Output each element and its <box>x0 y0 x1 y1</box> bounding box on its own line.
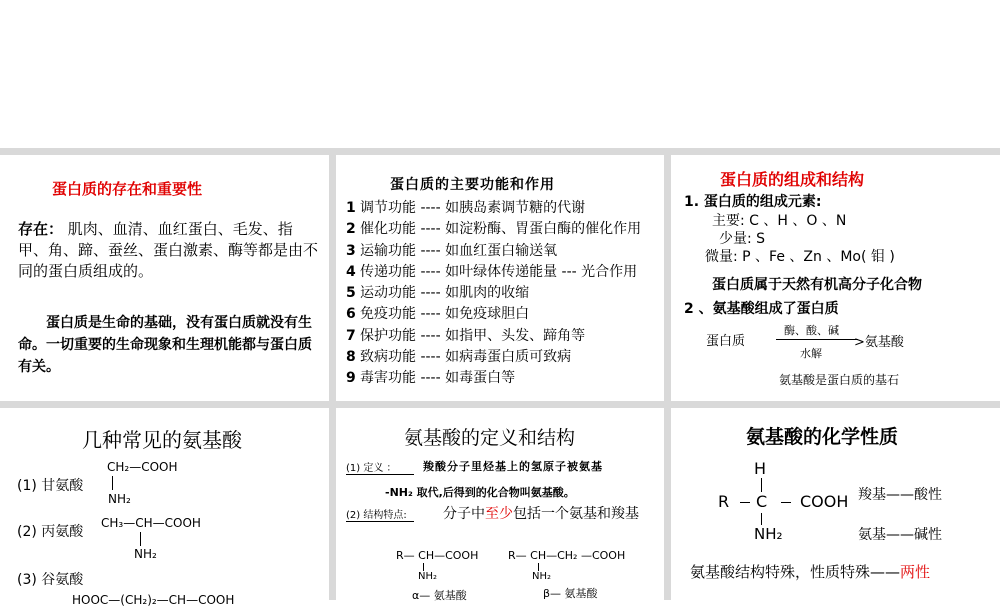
alanine-label: (2) 丙氨酸 <box>17 524 84 540</box>
alanine-bond <box>140 532 141 546</box>
function-number: 4 <box>346 263 356 280</box>
amphoteric-keyword: 两性 <box>900 563 931 581</box>
panel5-title: 氨基酸的定义和结构 <box>404 427 576 449</box>
glycine-label: (1) 甘氨酸 <box>17 478 84 494</box>
amino-acid-statement: 2 、氨基酸组成了蛋白质 <box>684 301 839 317</box>
function-text: 致病功能 ---- 如病毒蛋白质可致病 <box>360 349 572 366</box>
function-text: 传递功能 ---- 如叶绿体传递能量 --- 光合作用 <box>360 263 638 280</box>
structure-c: C <box>756 492 768 511</box>
reaction-condition: 水解 <box>800 347 822 360</box>
function-item <box>346 347 641 368</box>
protein-importance-quote: 蛋白质是生命的基础，没有蛋白质就没有生命。一切重要的生命现象和生理机能都与蛋白质有关。 <box>18 315 312 375</box>
function-text: 毒害功能 ---- 如毒蛋白等 <box>360 370 516 387</box>
amphoteric-summary <box>690 561 930 582</box>
function-number: 7 <box>346 327 356 344</box>
existence-label: 存在： <box>18 220 64 238</box>
beta-amino-acid-label: β— 氨基酸 <box>543 587 598 600</box>
function-item <box>346 198 641 219</box>
function-item <box>346 326 641 347</box>
glycine-formula-top: CH₂—COOH <box>107 460 178 474</box>
function-item <box>346 262 641 283</box>
amino-property: 氨基——碱性 <box>858 527 942 543</box>
function-text: 保护功能 ---- 如指甲、头发、蹄角等 <box>360 327 586 344</box>
definition-line-1: 羧酸分子里烃基上的氢原子被氨基 <box>423 460 603 473</box>
existence-text: 肌肉、血清、血红蛋白、毛发、指甲、角、蹄、蚕丝、蛋白激素、酶等都是由不同的蛋白质组成的。 <box>18 220 319 280</box>
structure-feature <box>443 503 639 523</box>
function-text: 免疫功能 ---- 如免疫球胆白 <box>360 306 530 323</box>
structure-h: H <box>754 459 767 478</box>
function-number: 1 <box>346 200 356 216</box>
existence-paragraph <box>18 219 318 282</box>
reaction-reactant: 蛋白质 <box>706 334 746 349</box>
alanine-formula-top: CH₃—CH—COOH <box>101 516 201 530</box>
function-text: 调节功能 ---- 如胰岛素调节糖的代谢 <box>360 200 586 216</box>
amphoteric-summary-text: 氨基酸结构特殊，性质特殊—— <box>690 563 901 581</box>
reaction-catalyst: 酶、酸、碱 <box>784 324 839 337</box>
function-text: 运输功能 ---- 如血红蛋白输送氧 <box>360 242 558 259</box>
amino-acid-base-note: 氨基酸是蛋白质的基石 <box>779 373 900 387</box>
function-item <box>346 304 641 325</box>
structure-bond-right <box>781 502 791 503</box>
reaction-arrow <box>776 339 858 340</box>
structure-nh2: NH₂ <box>754 525 783 543</box>
beta-bond <box>538 563 539 571</box>
glutamic-acid-label: (3) 谷氨酸 <box>17 572 84 588</box>
panel1-title: 蛋白质的存在和重要性 <box>52 180 203 198</box>
alpha-amino-acid-label: α— 氨基酸 <box>412 589 467 602</box>
panel6-title: 氨基酸的化学性质 <box>746 426 899 448</box>
panel3-title: 蛋白质的组成和结构 <box>720 170 865 189</box>
elements-heading: 1. 蛋白质的组成元素: <box>684 194 822 210</box>
function-text: 催化功能 ---- 如淀粉酶、胃蛋白酶的催化作用 <box>360 221 642 238</box>
function-number: 3 <box>346 242 356 259</box>
function-number: 2 <box>346 221 356 238</box>
alpha-formula-top: R— CH—COOH <box>396 549 479 562</box>
major-elements: 主要: C 、H 、O 、N <box>712 213 847 229</box>
minor-elements: 少量: S <box>719 231 766 247</box>
glutamic-acid-formula: HOOC—(CH₂)₂—CH—COOH <box>72 593 235 607</box>
structure-feature-post: 包括一个氨基和羧基 <box>513 506 639 522</box>
function-item <box>346 219 641 240</box>
structure-feature-pre: 分子中 <box>443 506 485 522</box>
structure-r: R <box>718 492 730 511</box>
beta-formula-top: R— CH—CH₂ —COOH <box>508 549 626 562</box>
structure-bond-top <box>761 478 762 492</box>
function-item <box>346 368 641 389</box>
glycine-formula-bottom: NH₂ <box>108 492 131 506</box>
glycine-bond <box>112 476 113 490</box>
function-text: 运动功能 ---- 如肌肉的收缩 <box>360 285 530 302</box>
function-item <box>346 241 641 262</box>
trace-elements: 微量: P 、Fe 、Zn 、Mo( 钼 ) <box>705 249 895 265</box>
definition-tag: (1) 定义 ： <box>346 459 414 475</box>
function-number: 8 <box>346 349 356 366</box>
alpha-formula-amino: NH₂ <box>418 571 438 582</box>
polymer-statement: 蛋白质属于天然有机高分子化合物 <box>712 277 922 293</box>
structure-tag: (2) 结构特点: <box>346 506 414 522</box>
structure-bond-bottom <box>761 513 762 525</box>
function-list <box>346 198 641 390</box>
reaction-product: >氨基酸 <box>854 335 904 350</box>
function-number: 9 <box>346 370 356 387</box>
alanine-formula-bottom: NH₂ <box>134 547 157 561</box>
panel4-title: 几种常见的氨基酸 <box>82 428 242 452</box>
function-number: 6 <box>346 306 356 323</box>
alpha-bond <box>423 563 424 571</box>
structure-bond-left <box>740 502 750 503</box>
structure-cooh: COOH <box>800 492 849 511</box>
definition-line-2: -NH₂ 取代,后得到的化合物叫氨基酸。 <box>385 486 575 499</box>
panel2-title: 蛋白质的主要功能和作用 <box>390 177 555 193</box>
carboxyl-property: 羧基——酸性 <box>858 487 942 503</box>
beta-formula-amino: NH₂ <box>532 571 552 582</box>
function-item <box>346 283 641 304</box>
structure-feature-emphasis: 至少 <box>485 506 513 522</box>
function-number: 5 <box>346 285 356 302</box>
